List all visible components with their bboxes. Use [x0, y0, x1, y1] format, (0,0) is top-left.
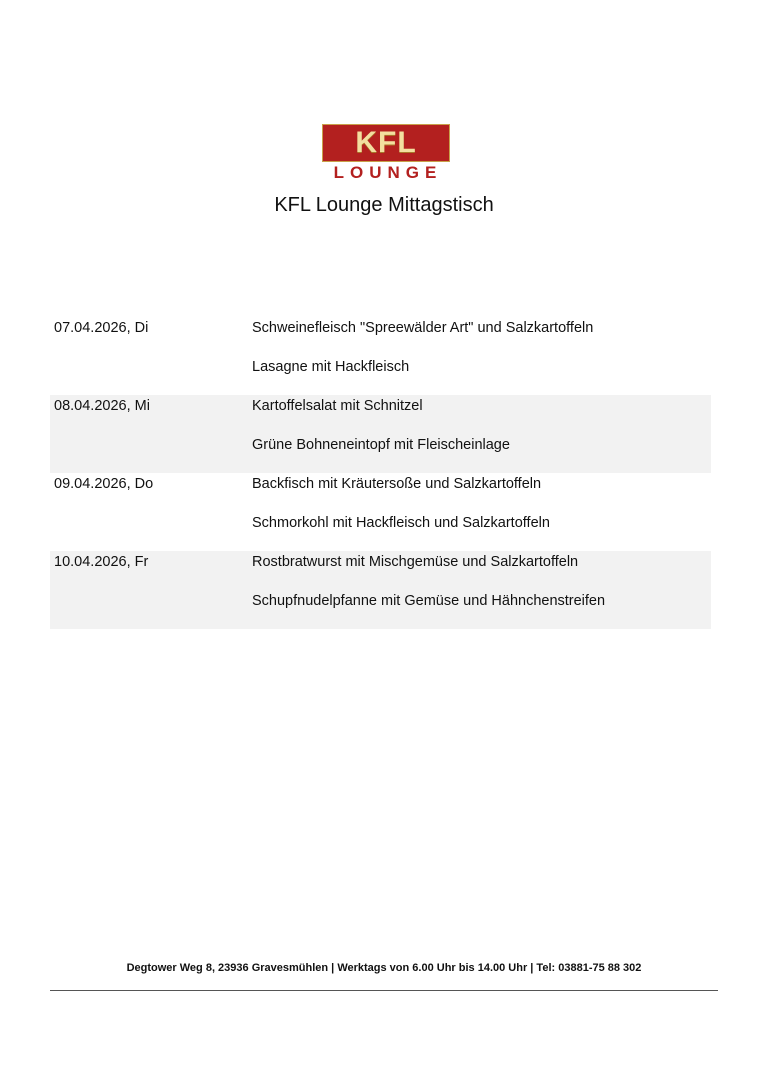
menu-date: 07.04.2026, Di — [54, 320, 149, 336]
logo-badge — [322, 124, 450, 162]
menu-dish: Schmorkohl mit Hackfleisch und Salzkartoffeln — [252, 515, 550, 531]
menu-date: 09.04.2026, Do — [54, 476, 154, 492]
menu-table — [50, 317, 711, 629]
menu-dish: Kartoffelsalat mit Schnitzel — [252, 398, 423, 414]
menu-day-row — [50, 551, 711, 629]
menu-dish: Schupfnudelpfanne mit Gemüse und Hähnchenstreifen — [252, 593, 606, 609]
menu-dishes — [252, 473, 711, 551]
footer-contact-info: Degtower Weg 8, 23936 Gravesmühlen | Werktags von 6.00 Uhr bis 14.00 Uhr | Tel: 03881-75 88 302 — [126, 962, 642, 974]
menu-day-row — [50, 395, 711, 473]
menu-dishes — [252, 395, 711, 473]
menu-dishes — [252, 317, 711, 395]
menu-dish: Lasagne mit Hackfleisch — [252, 359, 410, 375]
menu-dishes — [252, 551, 711, 629]
footer-divider — [50, 990, 718, 991]
menu-dish: Grüne Bohneneintopf mit Fleischeinlage — [252, 437, 510, 453]
menu-day-row — [50, 317, 711, 395]
logo-brand-text: KFL — [355, 126, 417, 159]
menu-dish: Backfisch mit Kräutersoße und Salzkartoffeln — [252, 476, 542, 492]
menu-dish: Schweinefleisch "Spreewälder Art" und Salzkartoffeln — [252, 320, 594, 336]
menu-day-row — [50, 473, 711, 551]
logo-subtitle: LOUNGE — [333, 163, 443, 182]
menu-date: 08.04.2026, Mi — [54, 398, 150, 414]
kfl-lounge-logo — [322, 124, 450, 182]
page-title: KFL Lounge Mittagstisch — [274, 194, 494, 216]
menu-dish: Rostbratwurst mit Mischgemüse und Salzkartoffeln — [252, 554, 579, 570]
menu-date: 10.04.2026, Fr — [54, 554, 149, 570]
